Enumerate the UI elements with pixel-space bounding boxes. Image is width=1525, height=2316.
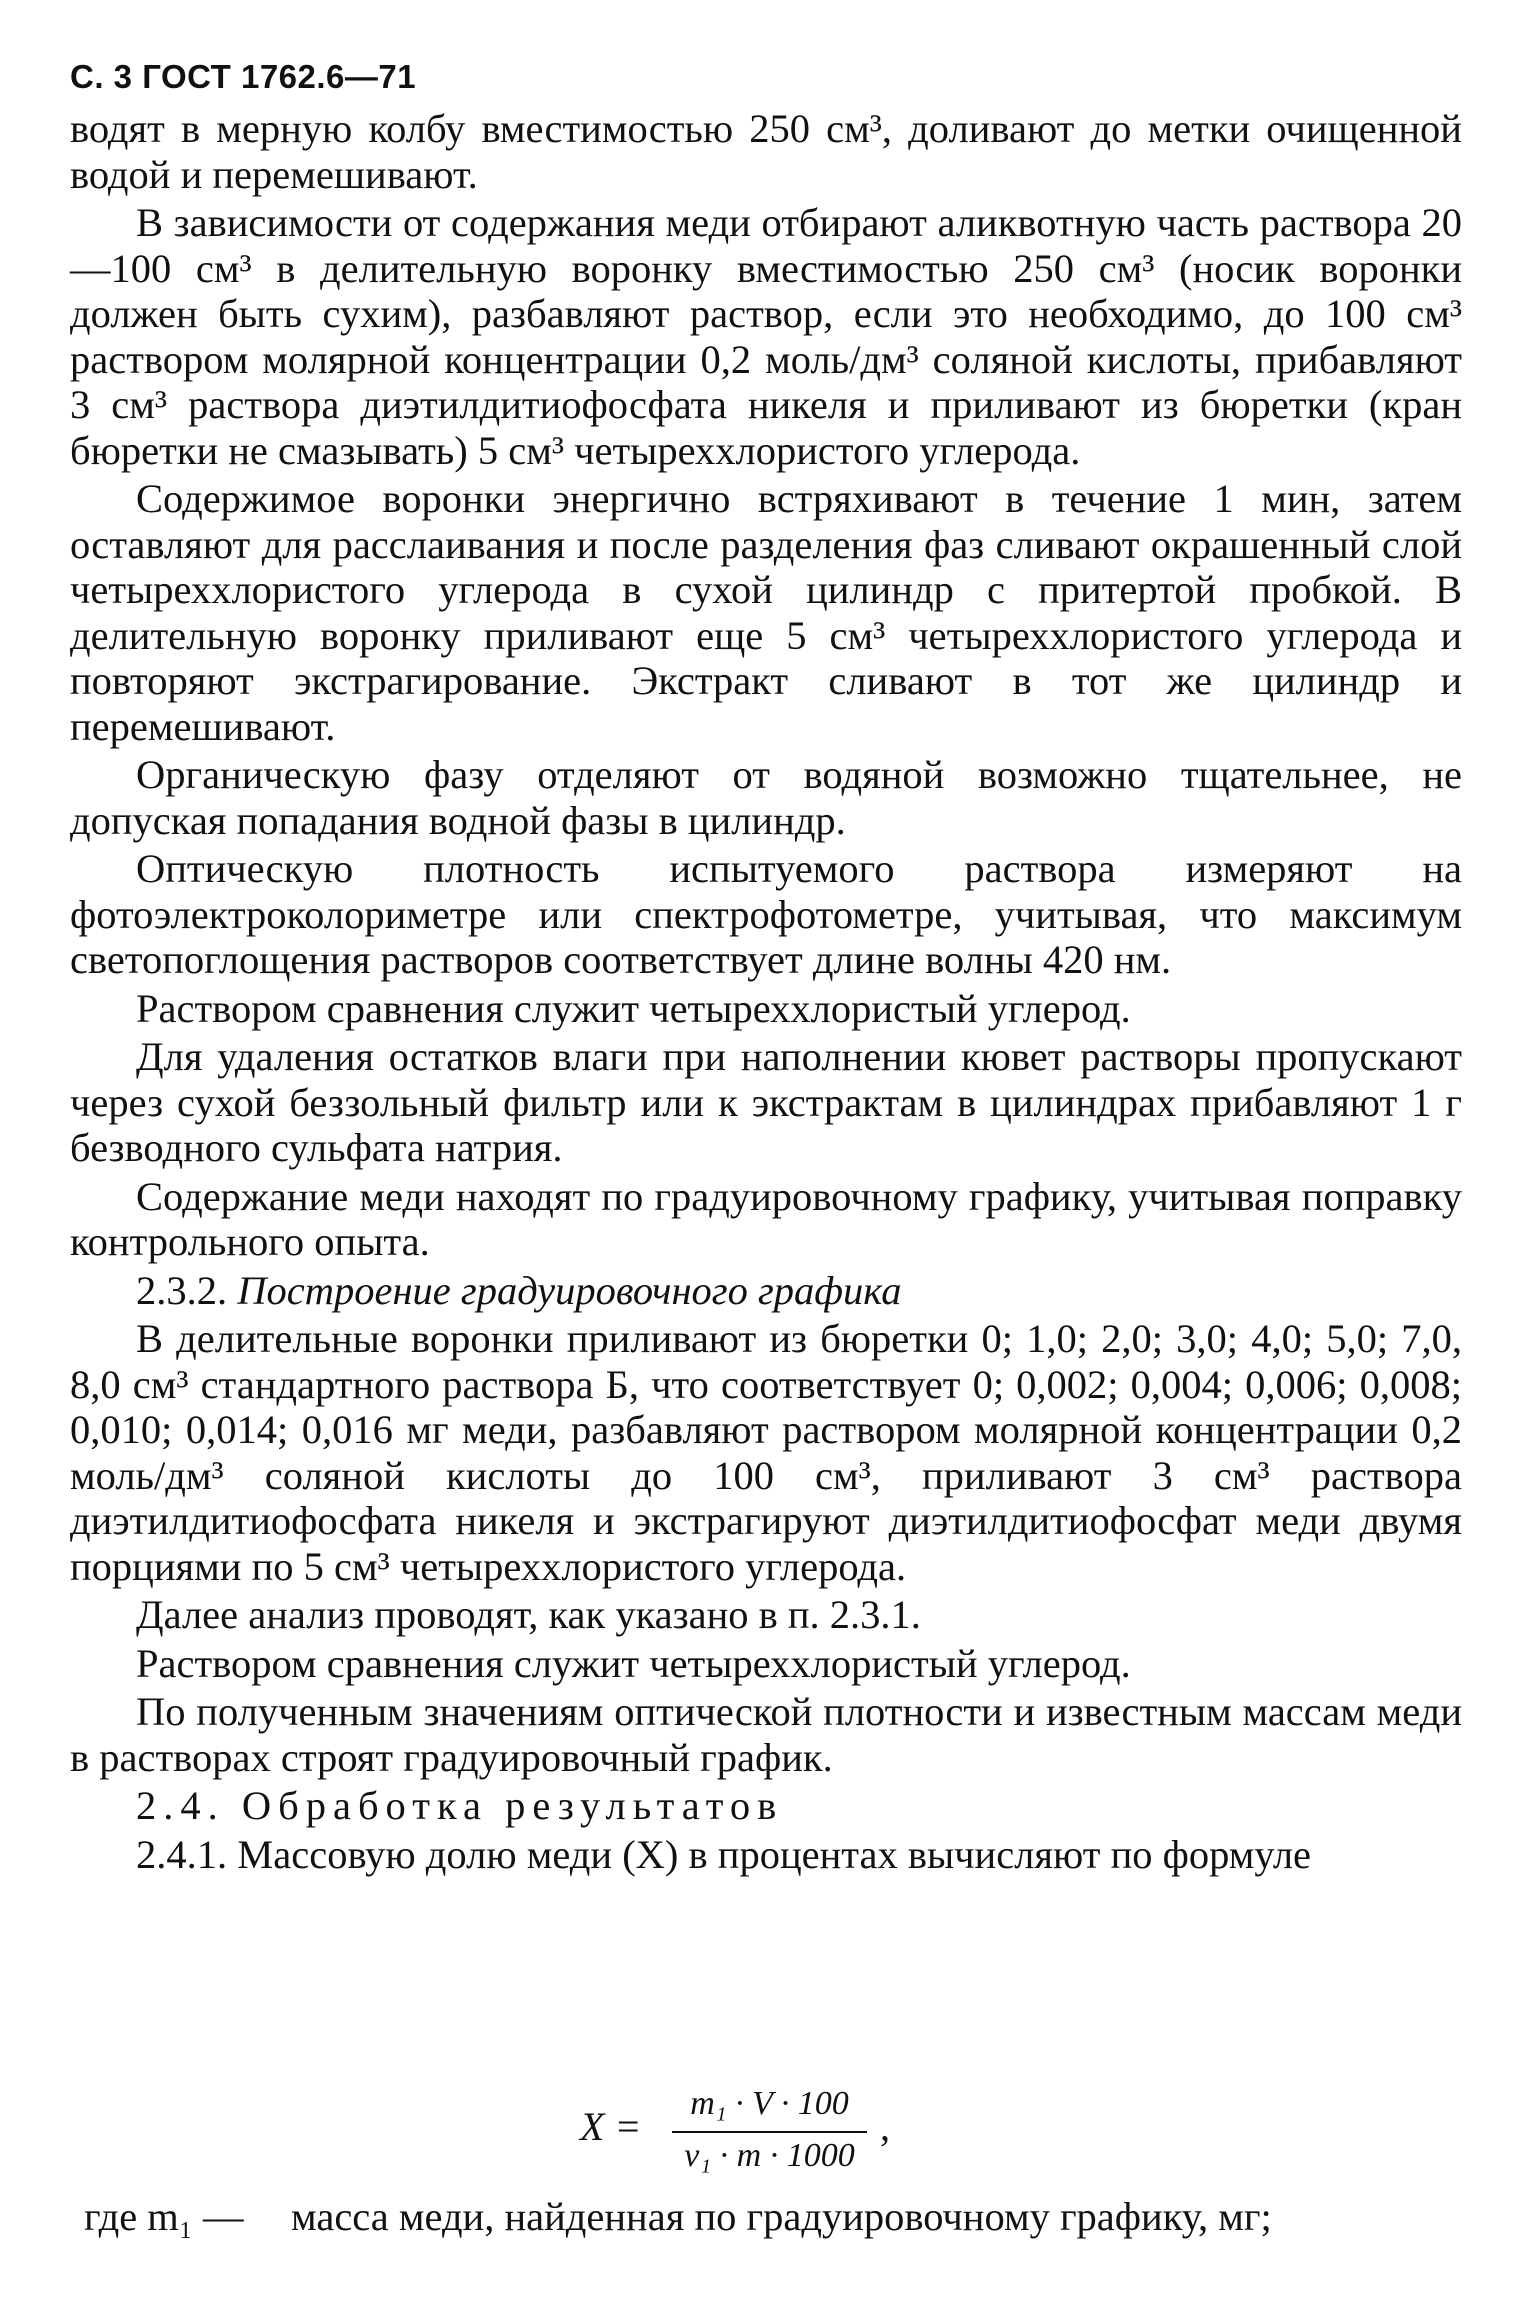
paragraph: По полученным значениям оптической плотности и известным массам меди в растворах строят градуировочный график.: [70, 1689, 1462, 1780]
paragraph: Раствором сравнения служит четыреххлористый углерод.: [136, 1640, 1131, 1686]
paragraph: Органическую фазу отделяют от водяной возможно тщательнее, не допуская попадания водной фазы в цилиндр.: [70, 752, 1462, 843]
paragraph: В делительные воронки приливают из бюретки 0; 1,0; 2,0; 3,0; 4,0; 5,0; 7,0, 8,0 см³ стандартного раствора Б, что соответствует 0; 0,002; 0,004; 0,006; 0,008; 0,010; 0,014; 0,016 мг меди, разбавляют раствором молярной концентрации 0,2 моль/дм³ соляной кислоты до 100 см³, приливают 3 см³ раствора диэтилдитиофосфата никеля и экстрагируют диэтилдитиофосфат меди двумя порциями по 5 см³ четыреххлористого углерода.: [70, 1316, 1462, 1589]
paragraph: Для удаления остатков влаги при наполнении кювет растворы пропускают через сухой беззольный фильтр или к экстрактам в цилиндрах прибавляют 1 г безводного сульфата натрия.: [70, 1034, 1462, 1170]
formula: [580, 2085, 940, 2185]
page-header: С. 3 ГОСТ 1762.6—71: [70, 58, 417, 95]
definition-term: где m₁ —: [84, 2194, 244, 2239]
formula-comma: ,: [880, 2104, 890, 2149]
section-title: Построение градуировочного графика: [237, 1267, 902, 1313]
paragraph: В зависимости от содержания меди отбирают аликвотную часть раствора 20—100 см³ в делительную воронку вместимостью 250 см³ (носик воронки должен быть сухим), разбавляют раствор, если это необходимо, до 100 см³ раствором молярной концентрации 0,2 моль/дм³ соляной кислоты, прибавляют 3 см³ раствора диэтилдитиофосфата никеля и приливают из бюретки (кран бюретки не смазывать) 5 см³ четыреххлористого углерода.: [70, 200, 1462, 473]
formula-denominator: v₁ · m · 1000: [684, 2137, 855, 2174]
formula-lhs: X =: [580, 2104, 642, 2149]
section-number: 2.3.2.: [136, 1267, 228, 1313]
paragraph: Раствором сравнения служит четыреххлористый углерод.: [136, 985, 1131, 1031]
definition-text: масса меди, найденная по градуировочному графику, мг;: [291, 2194, 1272, 2239]
paragraph: водят в мерную колбу вместимостью 250 см³, доливают до метки очищенной водой и перемешивают.: [70, 106, 1462, 197]
paragraph: Оптическую плотность испытуемого раствора измеряют на фотоэлектроколориметре или спектрофотометре, учитывая, что максимум светопоглощения растворов соответствует длине волны 420 нм.: [70, 846, 1462, 982]
fraction-bar: [672, 2131, 867, 2133]
formula-numerator: m₁ · V · 100: [690, 2085, 849, 2122]
document-body: [70, 106, 1462, 1880]
paragraph: Содержимое воронки энергично встряхивают в течение 1 мин, затем оставляют для расслаивания и после разделения фаз сливают окрашенный слой четыреххлористого углерода в сухой цилиндр с притертой пробкой. В делительную воронку приливают еще 5 см³ четыреххлористого углерода и повторяют экстрагирование. Экстракт сливают в тот же цилиндр и перемешивают.: [70, 476, 1462, 749]
variable-definitions: [84, 2194, 1464, 2240]
section-heading-2-3-2: [70, 1268, 1462, 1314]
section-heading-2-4-1: 2.4.1. Массовую долю меди (X) в процентах вычисляют по формуле: [136, 1831, 1312, 1877]
definition-row: [84, 2194, 1464, 2240]
paragraph: Содержание меди находят по градуировочному графику, учитывая поправку контрольного опыта.: [70, 1173, 1462, 1264]
section-heading-2-4: 2.4. Обработка результатов: [136, 1783, 784, 1828]
paragraph: Далее анализ проводят, как указано в п. 2.3.1.: [136, 1592, 921, 1637]
